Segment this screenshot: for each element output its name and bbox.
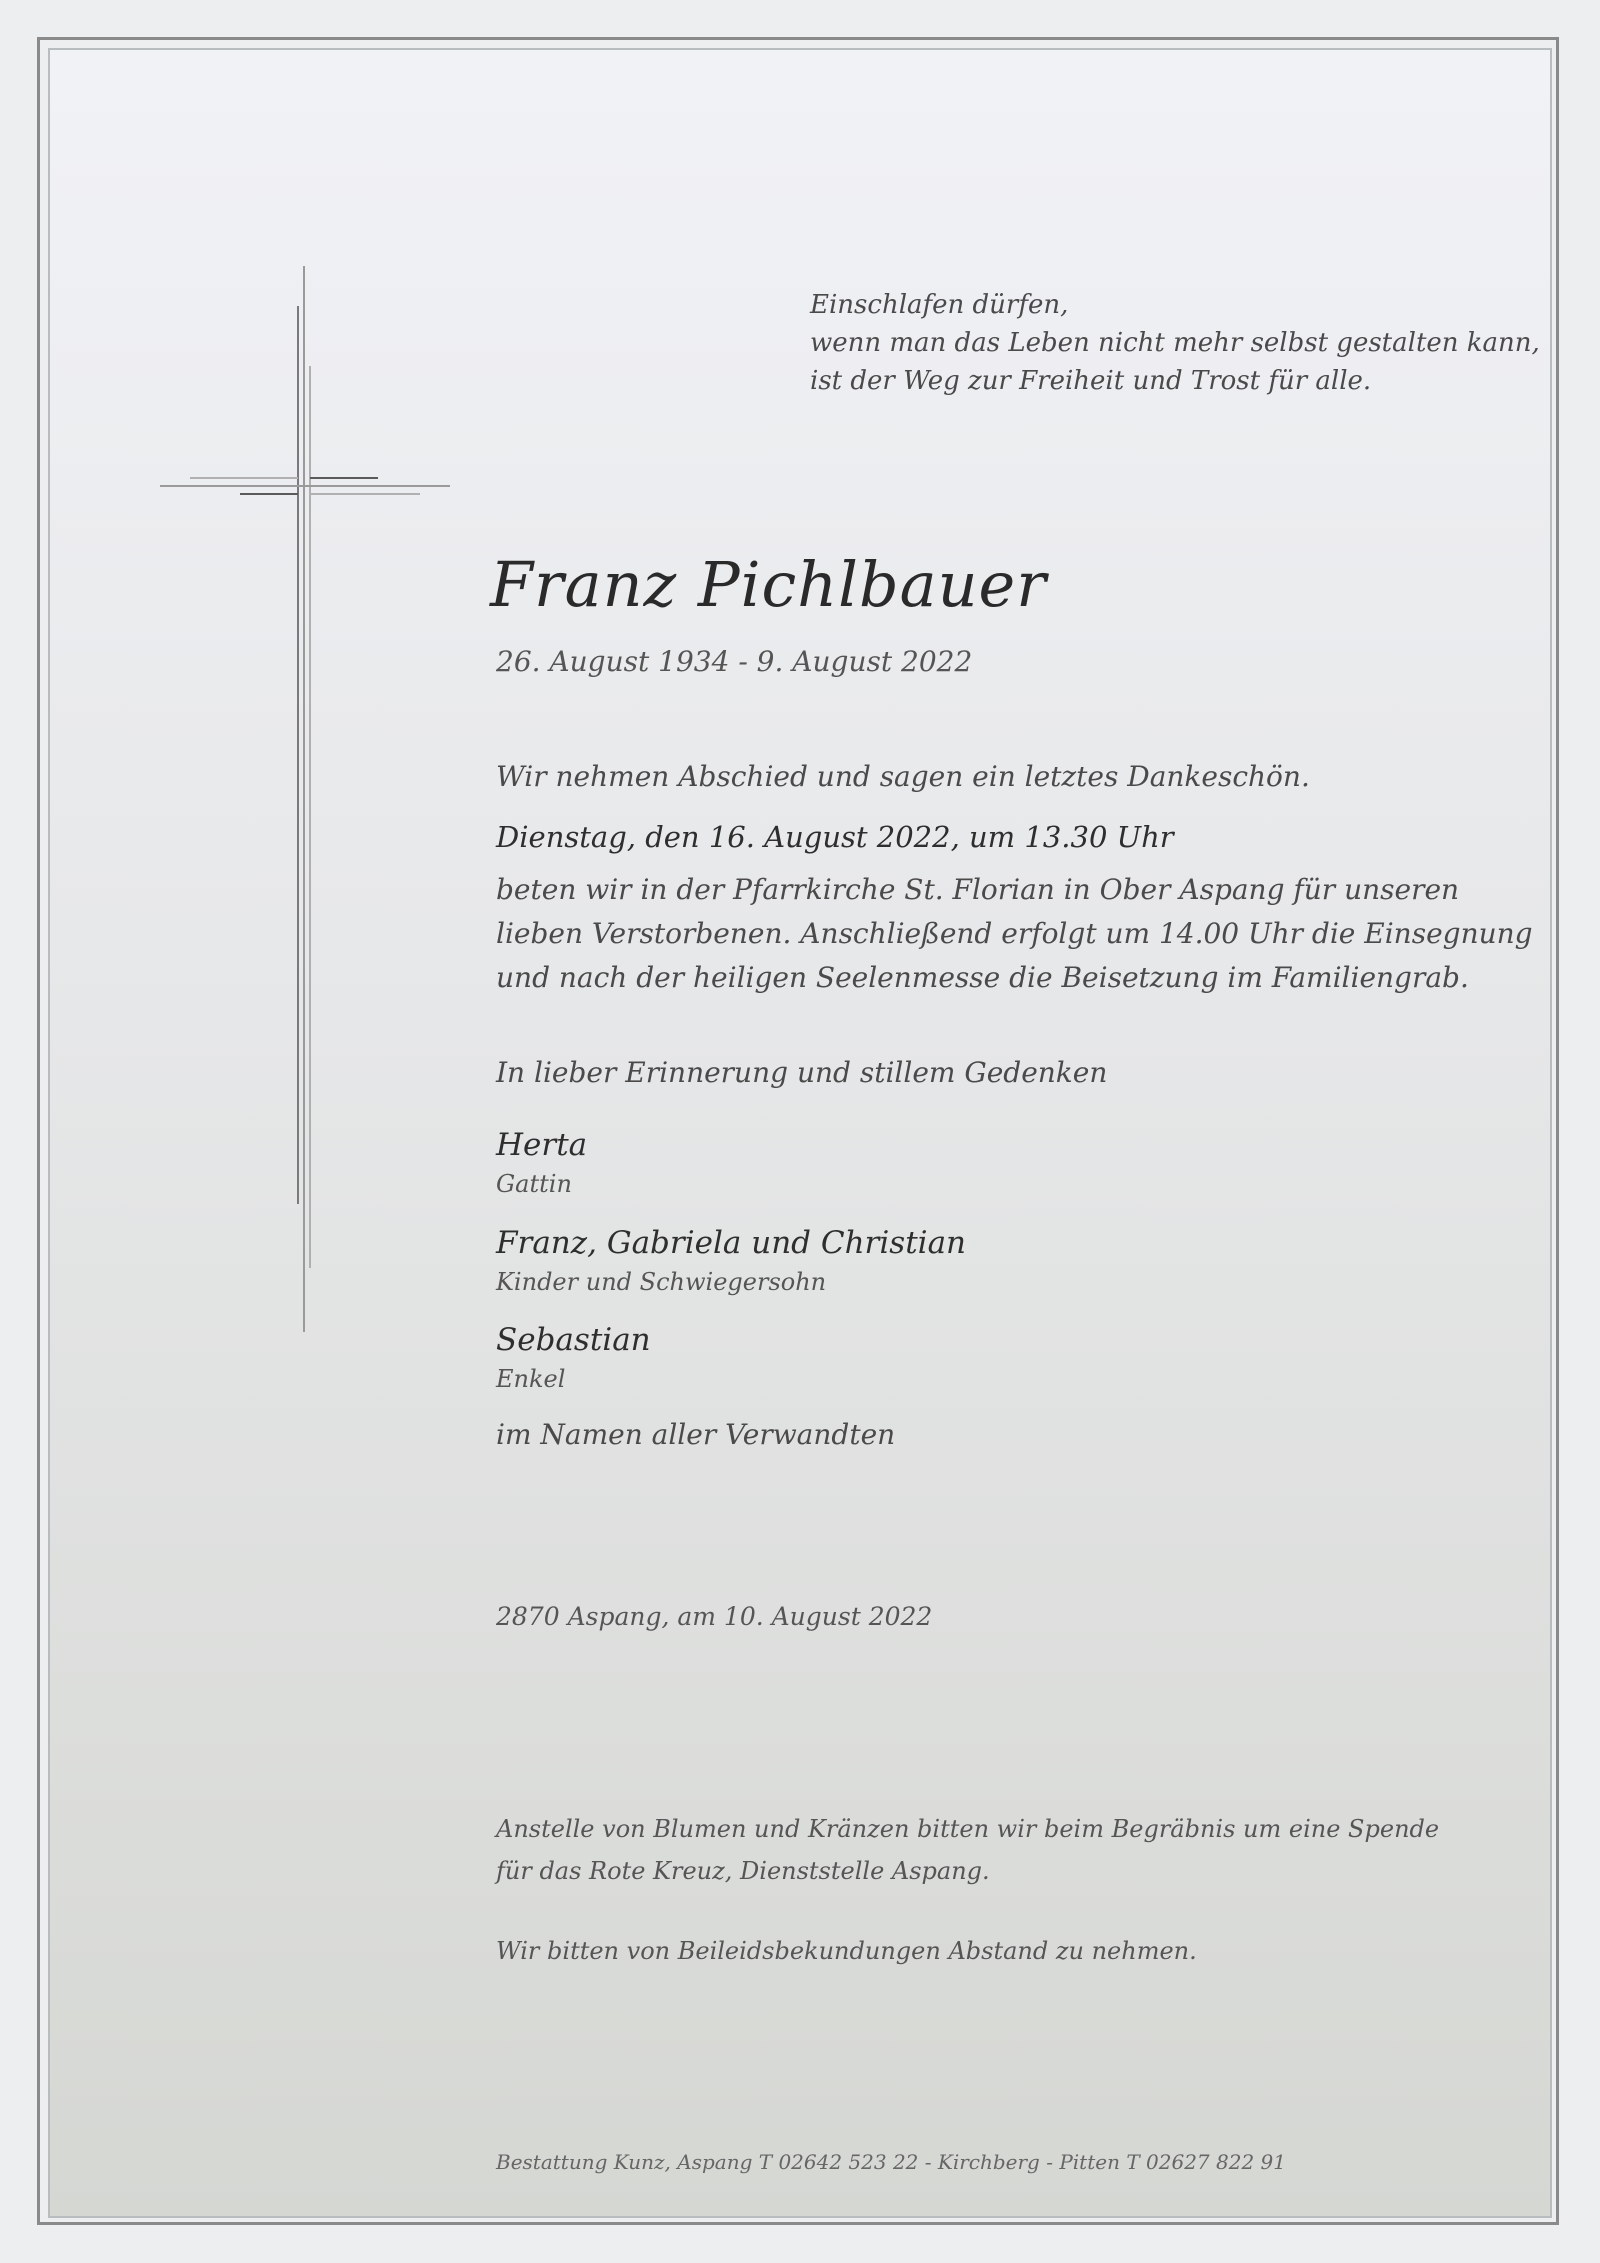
mourner-role: Enkel <box>496 1365 566 1393</box>
mourner-role: Gattin <box>496 1170 572 1198</box>
motto <box>810 286 1540 400</box>
deceased-name: Franz Pichlbauer <box>490 548 1047 621</box>
place-date: 2870 Aspang, am 10. August 2022 <box>496 1602 933 1631</box>
service-details <box>496 868 1533 1000</box>
memory-intro: In lieber Erinnerung und stillem Gedenken <box>496 1056 1108 1089</box>
mourner-name: Herta <box>496 1127 588 1163</box>
motto-line: wenn man das Leben nicht mehr selbst gestalten kann, <box>810 328 1540 358</box>
motto-line: ist der Weg zur Freiheit und Trost für alle. <box>810 366 1372 396</box>
donation-note <box>496 1808 1439 1892</box>
condolence-note: Wir bitten von Beileidsbekundungen Abstand zu nehmen. <box>496 1937 1197 1965</box>
service-line: und nach der heiligen Seelenmesse die Beisetzung im Familiengrab. <box>496 961 1469 994</box>
motto-line: Einschlafen dürfen, <box>810 290 1069 320</box>
mourner-name: Franz, Gabriela und Christian <box>496 1225 967 1261</box>
service-line: beten wir in der Pfarrkirche St. Florian in Ober Aspang für unseren <box>496 873 1460 906</box>
donation-line: für das Rote Kreuz, Dienststelle Aspang. <box>496 1857 990 1885</box>
service-line: lieben Verstorbenen. Anschließend erfolgt um 14.00 Uhr die Einsegnung <box>496 917 1533 950</box>
relatives-text: im Namen aller Verwandten <box>496 1418 896 1451</box>
mourner-role: Kinder und Schwiegersohn <box>496 1268 827 1296</box>
farewell-text: Wir nehmen Abschied und sagen ein letztes Dankeschön. <box>496 760 1310 793</box>
life-dates: 26. August 1934 - 9. August 2022 <box>496 645 973 678</box>
service-date: Dienstag, den 16. August 2022, um 13.30 Uhr <box>496 820 1174 854</box>
donation-line: Anstelle von Blumen und Kränzen bitten wir beim Begräbnis um eine Spende <box>496 1815 1440 1843</box>
mourner-name: Sebastian <box>496 1322 651 1358</box>
cross-icon <box>150 260 470 1340</box>
funeral-home-footer: Bestattung Kunz, Aspang T 02642 523 22 - Kirchberg - Pitten T 02627 822 91 <box>496 2150 1286 2174</box>
